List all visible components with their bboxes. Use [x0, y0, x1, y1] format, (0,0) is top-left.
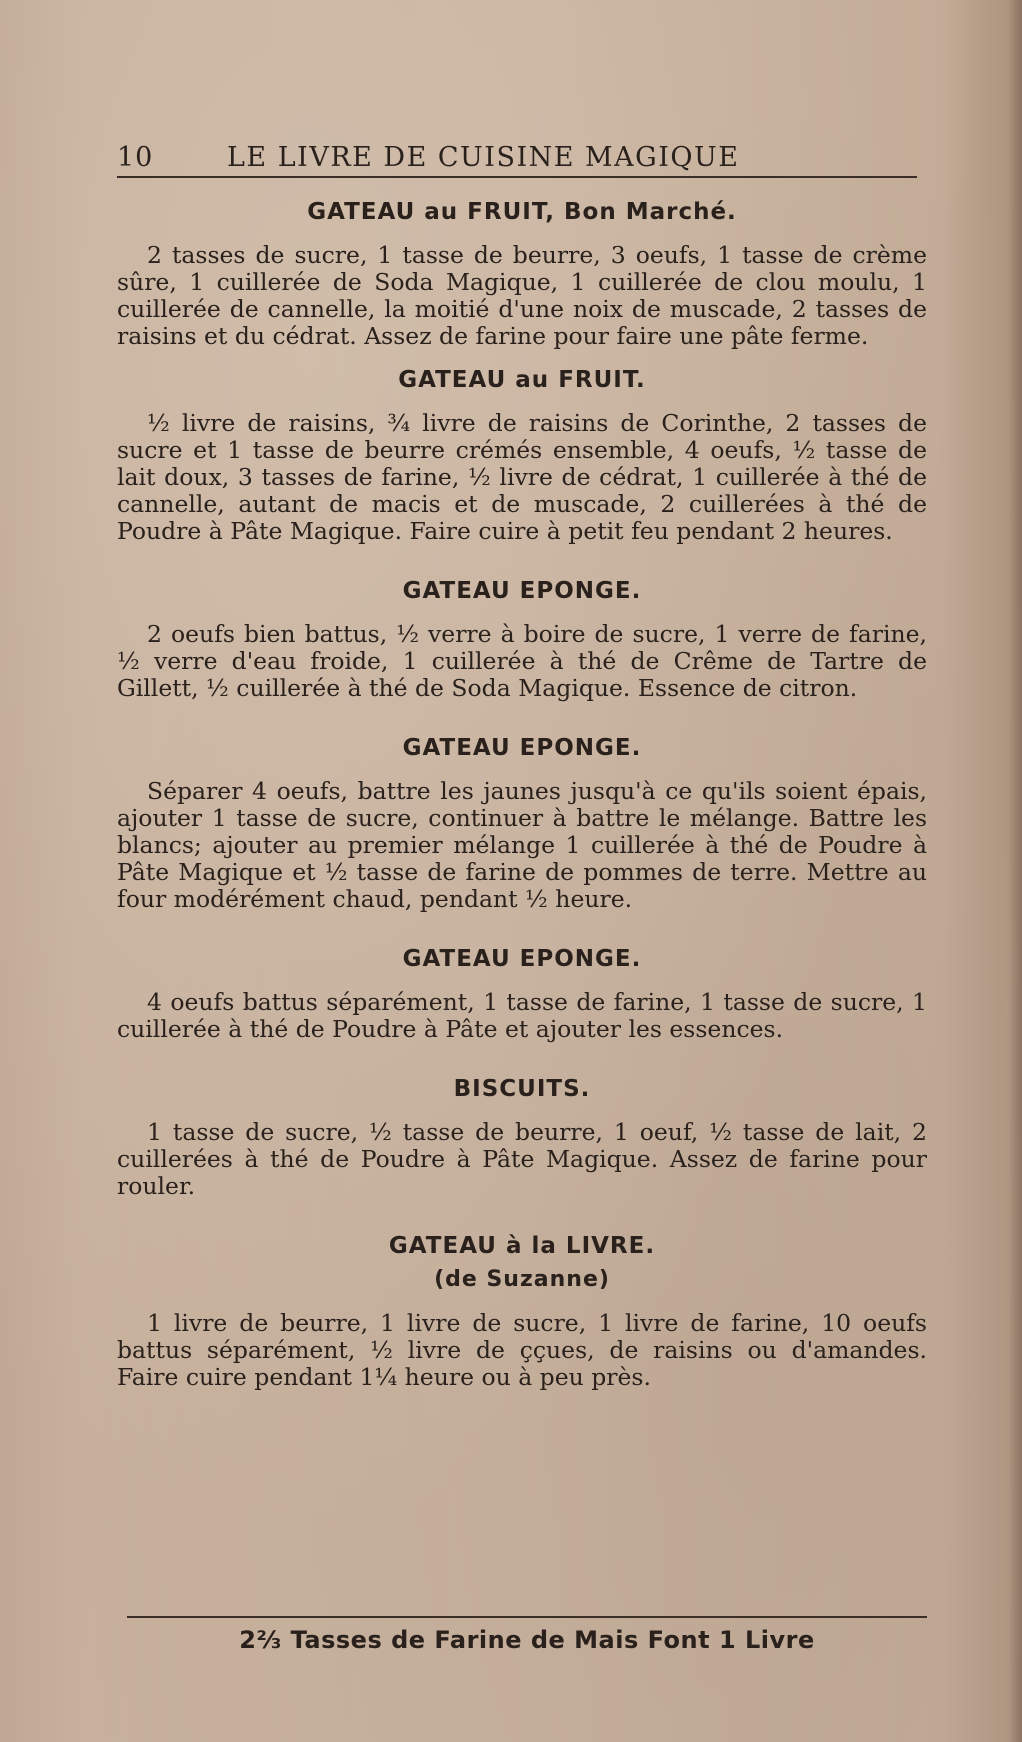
recipe-gateau-a-la-livre: [117, 1230, 927, 1391]
recipe-title: GATEAU EPONGE.: [402, 735, 642, 761]
recipe-body: 1 tasse de sucre, ½ tasse de beurre, 1 oeuf, ½ tasse de lait, 2 cuillerées à thé de Poudre à Pâte Magique. Assez de farine pour rouler.: [117, 1118, 927, 1200]
spacer: [117, 913, 927, 943]
recipe-title: GATEAU à la LIVRE.: [388, 1233, 656, 1259]
recipe-gateau-fruit: [117, 364, 927, 545]
recipe-subtitle: (de Suzanne): [434, 1267, 610, 1292]
page-header: [117, 142, 917, 182]
recipe-body: 4 oeufs battus séparément, 1 tasse de farine, 1 tasse de sucre, 1 cuillerée à thé de Poudre à Pâte et ajouter les essences.: [117, 988, 927, 1043]
spacer: [117, 1043, 927, 1073]
page-number: 10: [117, 142, 154, 173]
page-edge-shadow: [1008, 0, 1022, 1742]
spacer: [117, 1200, 927, 1230]
recipe-body: 1 livre de beurre, 1 livre de sucre, 1 livre de farine, 10 oeufs battus séparément, ½ livre de ççues, de raisins ou d'amandes. Faire cuire pendant 1¼ heure ou à peu près.: [117, 1309, 927, 1391]
recipe-title: GATEAU au FRUIT.: [398, 367, 646, 393]
recipe-gateau-eponge-1: [117, 575, 927, 702]
recipe-gateau-fruit-bon-marche: [117, 196, 927, 350]
recipe-title: GATEAU EPONGE.: [402, 578, 642, 604]
recipe-biscuits: [117, 1073, 927, 1200]
recipe-title: BISCUITS.: [453, 1076, 591, 1102]
recipe-body: 2 oeufs bien battus, ½ verre à boire de sucre, 1 verre de farine, ½ verre d'eau froide, 1 cuillerée à thé de Crême de Tartre de Gillett, ½ cuillerée à thé de Soda Magique. Essence de citron.: [117, 620, 927, 702]
recipe-body: 2 tasses de sucre, 1 tasse de beurre, 3 oeufs, 1 tasse de crème sûre, 1 cuillerée de Soda Magique, 1 cuillerée de clou moulu, 1 cuillerée de cannelle, la moitié d'une noix de muscade, 2 tasses de raisins et du cédrat. Assez de farine pour faire une pâte ferme.: [117, 241, 927, 350]
recipe-title: GATEAU EPONGE.: [402, 946, 642, 972]
recipe-gateau-eponge-2: [117, 732, 927, 913]
recipe-title: GATEAU au FRUIT, Bon Marché.: [307, 199, 737, 225]
recipe-gateau-eponge-3: [117, 943, 927, 1043]
running-title: LE LIVRE DE CUISINE MAGIQUE: [227, 142, 740, 173]
spacer: [117, 545, 927, 575]
recipe-body: ½ livre de raisins, ¾ livre de raisins de Corinthe, 2 tasses de sucre et 1 tasse de beurre crémés ensemble, 4 oeufs, ½ tasse de lait doux, 3 tasses de farine, ½ livre de cédrat, 1 cuillerée à thé de cannelle, autant de macis et de muscade, 2 cuillerées à thé de Poudre à Pâte Magique. Faire cuire à petit feu pendant 2 heures.: [117, 409, 927, 545]
spacer: [117, 350, 927, 364]
footer-rule: [127, 1616, 927, 1618]
recipe-body: Séparer 4 oeufs, battre les jaunes jusqu'à ce qu'ils soient épais, ajouter 1 tasse de sucre, continuer à battre le mélange. Battre les blancs; ajouter au premier mélange 1 cuillerée à thé de Poudre à Pâte Magique et ½ tasse de farine de pommes de terre. Mettre au four modérément chaud, pendant ½ heure.: [117, 777, 927, 913]
header-rule: [117, 176, 917, 178]
recipes-content: [117, 196, 927, 1391]
footer-note: 2⅔ Tasses de Farine de Mais Font 1 Livre: [239, 1626, 815, 1654]
spacer: [117, 702, 927, 732]
